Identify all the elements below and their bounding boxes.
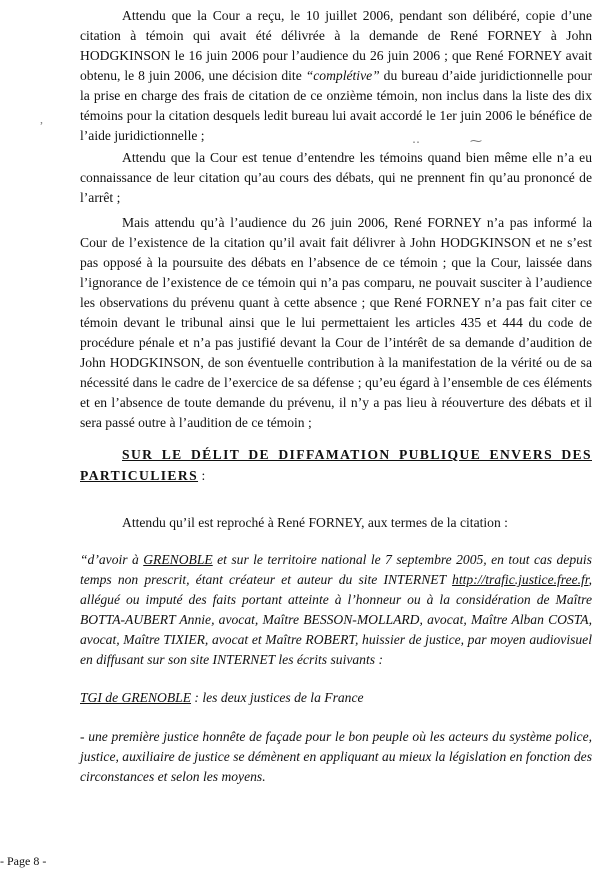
tgi-text: : les deux justices de la France xyxy=(191,690,364,705)
paragraph-letter-received xyxy=(80,6,592,146)
scan-mark: ‥ xyxy=(412,132,421,146)
paragraph-text: du bureau d’aide juridictionnelle pour la prise en charge des frais de citation de ce onzième témoin, non inclus dans la liste des dix témoins pour la citation desquels ledit bureau lui avait accordé le 1er juin 2006 le bénéfice de l’aide juridictionnelle ; xyxy=(80,68,593,143)
tgi-line xyxy=(80,688,592,708)
italic-term: “complétive” xyxy=(305,68,380,83)
quote-text: “d’avoir à xyxy=(80,552,139,567)
page-number: - Page 8 - xyxy=(0,854,47,868)
heading-colon: : xyxy=(198,468,206,483)
paragraph-text: Attendu que la Cour a reçu, le 10 juillet 2006, pendant son délibéré, copie d’une citation à témoin qui avait été délivrée à la demande de René FORNEY à John HODGKINSON le 16 juin 2006 pour l’audience du 26 juin 2006 ; que René FORNEY avait obtenu, le 8 juin 2006, une décision dite xyxy=(80,8,592,83)
scan-mark: ⁓ xyxy=(470,134,482,148)
tgi-label: TGI de GRENOBLE xyxy=(80,690,192,705)
citation-quote xyxy=(80,550,592,670)
quote-text: et sur le territoire national le 7 septembre 2005, en tout cas depuis temps non prescrit, étant créateur et auteur du site INTERNET xyxy=(80,552,592,587)
bullet-paragraph: - une première justice honnête de façade pour le bon peuple où les acteurs du système police, justice, auxiliaire de justice se démènent en appliquant au mieux la législation en fonction des circonstances et selon les moyens. xyxy=(80,729,592,784)
paragraph-hearing: Mais attendu qu’à l’audience du 26 juin 2006, René FORNEY n’a pas informé la Cour de l’existence de la citation qu’il avait fait délivrer à John HODGKINSON et ne s’est pas opposé à la poursuite des débats en l’absence de ce témoin ; que la Cour, laissée dans l’ignorance de l’existence de ce témoin qui n’a pas comparu, ne pouvait susciter à l’audience les observations du prévenu quant à cette absence ; que René FORNEY n’a pas fait citer ce témoin devant le tribunal ainsi que le lui permettaient les articles 435 et 444 du code de procédure pénale et n’a pas justifié devant la Cour de l’intérêt de sa demande d’audition de John HODGKINSON, de son éventuelle contribution à la manifestation de la vérité ou de sa nécessité dans le cadre de l’exercice de sa défense ; qu’eu égard à l’ensemble de ces éléments et en l’absence de toute demande du prévenu, il n’y a pas lieu à réouverture des débats et il sera passé outre à l’audition de ce témoin ; xyxy=(80,215,592,430)
paragraph-charge: Attendu qu’il est reproché à René FORNEY, aux termes de la citation : xyxy=(122,515,508,530)
section-heading xyxy=(80,444,592,486)
website-link[interactable]: http://trafic.justice.free.fr xyxy=(452,572,589,587)
margin-mark: , xyxy=(40,112,43,126)
heading-text: SUR LE DÉLIT DE DIFFAMATION PUBLIQUE ENVERS DES PARTICULIERS xyxy=(80,447,592,483)
quote-text: , allégué ou imputé des faits portant atteinte à l’honneur ou à la considération de Maître BOTTA-AUBERT Annie, avocat, Maître BESSON-MOLLARD, avocat, Maître Alban COSTA, avocat, Maître TIXIER, avocat et Maître ROBERT, huissier de justice, par moyen audiovisuel en diffusant sur son site INTERNET les écrits suivants : xyxy=(80,572,593,667)
quote-place: GRENOBLE xyxy=(143,552,213,567)
paragraph-court-witnesses: Attendu que la Cour est tenue d’entendre les témoins quand bien même elle n’a eu connaissance de leur citation qu’au cours des débats, qui ne prennent fin qu’au prononcé de l’arrêt ; xyxy=(80,150,592,205)
